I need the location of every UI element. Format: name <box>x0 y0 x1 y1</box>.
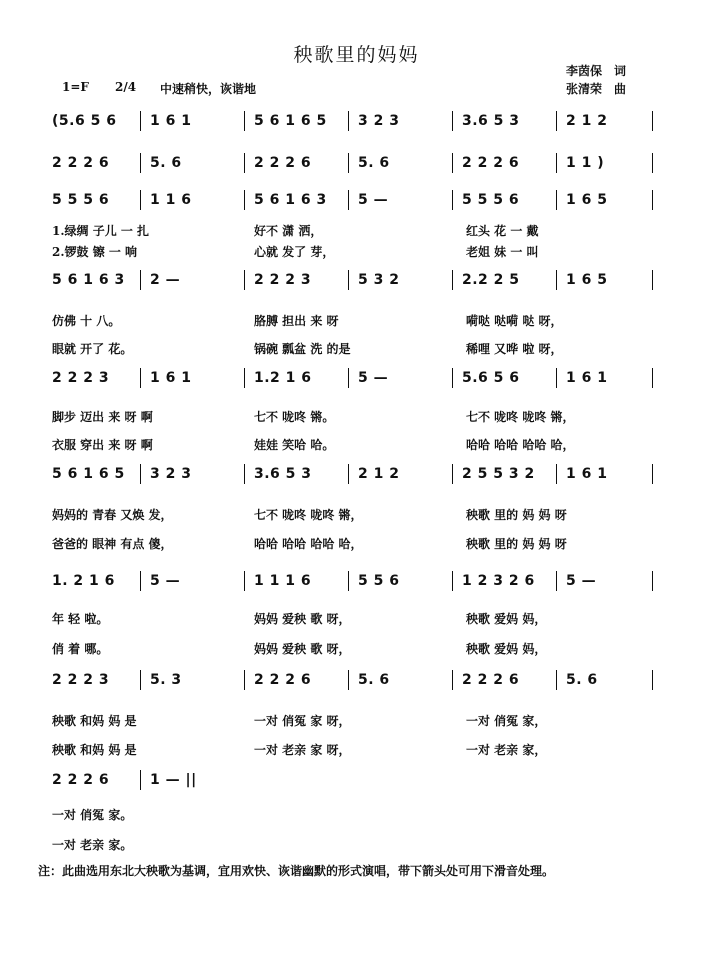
lyric-phrase: 一对 俏冤 家。 <box>52 808 133 822</box>
lyric-row <box>0 408 713 426</box>
bar-line <box>452 270 453 290</box>
measure: (5.6 5 6 <box>52 113 117 129</box>
bar-line <box>140 770 141 790</box>
lyric-phrase: 仿佛 十 八。 <box>52 314 121 328</box>
lyric-row <box>0 741 713 759</box>
measure: 2 1 2 <box>358 466 400 482</box>
measure: 1 6 1 <box>566 466 608 482</box>
key-signature: 1=F <box>62 80 89 94</box>
bar-line <box>452 111 453 131</box>
bar-line <box>652 270 653 290</box>
lyric-phrase: 脚步 迈出 来 呀 啊 <box>52 410 153 424</box>
notation-row <box>0 272 713 296</box>
lyric-phrase: 秧歌 和妈 妈 是 <box>52 743 137 757</box>
bar-line <box>244 670 245 690</box>
measure: 2 2 2 6 <box>52 772 110 788</box>
bar-line <box>140 270 141 290</box>
bar-line <box>556 270 557 290</box>
song-title: 秧歌里的妈妈 <box>293 44 420 66</box>
measure: 5 6 1 6 3 <box>52 272 125 288</box>
lyric-phrase: 妈妈 爱秧 歌 呀， <box>254 612 351 626</box>
lyric-phrase: 心就 发了 芽， <box>254 245 335 259</box>
bar-line <box>348 368 349 388</box>
bar-line <box>556 368 557 388</box>
bar-line <box>556 464 557 484</box>
measure: 5 — <box>566 573 597 589</box>
measure: 3 2 3 <box>358 113 400 129</box>
lyric-phrase: 哈哈 哈哈 哈哈 哈， <box>466 438 575 452</box>
measure: 5.6 5 6 <box>462 370 520 386</box>
measure: 1 — || <box>150 772 197 788</box>
lyric-phrase: 锅碗 瓢盆 洗 的是 <box>254 342 351 356</box>
lyric-phrase: 一对 俏冤 家 呀， <box>254 714 351 728</box>
lyric-phrase: 七不 咙咚 咙咚 锵， <box>254 508 363 522</box>
bar-line <box>652 571 653 591</box>
bar-line <box>452 153 453 173</box>
lyric-phrase: 好不 潇 洒， <box>254 224 323 238</box>
measure: 2 2 2 3 <box>52 672 110 688</box>
lyric-row <box>0 312 713 330</box>
bar-line <box>244 111 245 131</box>
lyric-phrase: 胳膊 担出 来 呀 <box>254 314 339 328</box>
bar-line <box>140 111 141 131</box>
lyric-phrase: 老姐 妹 一 叫 <box>466 245 539 259</box>
bar-line <box>140 571 141 591</box>
tempo-marking: 中速稍快，诙谐地 <box>160 82 257 96</box>
notation-row <box>0 466 713 490</box>
lyric-row <box>0 340 713 358</box>
measure: 1 1 1 6 <box>254 573 312 589</box>
measure: 1 6 5 <box>566 272 608 288</box>
notation-row <box>0 672 713 696</box>
lyric-phrase: 秧歌 里的 妈 妈 呀 <box>466 537 567 551</box>
notation-row <box>0 155 713 179</box>
measure: 5 — <box>150 573 181 589</box>
time-signature: 2/4 <box>115 80 137 94</box>
lyric-phrase: 一对 俏冤 家， <box>466 714 547 728</box>
lyric-phrase: 1.绿绸 子儿 一 扎 <box>52 224 150 238</box>
measure: 2 2 2 3 <box>52 370 110 386</box>
measure: 5. 6 <box>566 672 598 688</box>
lyric-phrase: 衣服 穿出 来 呀 啊 <box>52 438 153 452</box>
measure: 5 — <box>358 192 389 208</box>
bar-line <box>348 153 349 173</box>
bar-line <box>652 111 653 131</box>
lyric-row <box>0 712 713 730</box>
measure: 2 5 5 3 2 <box>462 466 535 482</box>
bar-line <box>348 111 349 131</box>
measure: 1 6 1 <box>150 370 192 386</box>
lyric-phrase: 秧歌 里的 妈 妈 呀 <box>466 508 567 522</box>
lyric-phrase: 秧歌 爱妈 妈， <box>466 642 547 656</box>
lyric-phrase: 妈妈 爱秧 歌 呀， <box>254 642 351 656</box>
lyric-phrase: 七不 咙咚 锵。 <box>254 410 335 424</box>
bar-line <box>348 571 349 591</box>
bar-line <box>140 153 141 173</box>
lyric-row <box>0 610 713 628</box>
measure: 5. 3 <box>150 672 182 688</box>
bar-line <box>140 464 141 484</box>
bar-line <box>244 190 245 210</box>
bar-line <box>244 571 245 591</box>
measure: 1.2 1 6 <box>254 370 312 386</box>
measure: 5 6 1 6 3 <box>254 192 327 208</box>
notation-row <box>0 113 713 137</box>
bar-line <box>556 571 557 591</box>
lyric-phrase: 哈哈 哈哈 哈哈 哈， <box>254 537 363 551</box>
measure: 1 2 3 2 6 <box>462 573 535 589</box>
bar-line <box>140 670 141 690</box>
bar-line <box>652 153 653 173</box>
lyric-phrase: 一对 老亲 家， <box>466 743 547 757</box>
bar-line <box>244 153 245 173</box>
measure: 3 2 3 <box>150 466 192 482</box>
measure: 1. 2 1 6 <box>52 573 115 589</box>
measure: 5 6 1 6 5 <box>254 113 327 129</box>
bar-line <box>452 670 453 690</box>
bar-line <box>348 670 349 690</box>
lyric-phrase: 嗬哒 哒嗬 哒 呀， <box>466 314 563 328</box>
measure: 3.6 5 3 <box>254 466 312 482</box>
bar-line <box>244 464 245 484</box>
bar-line <box>348 190 349 210</box>
measure: 2 2 2 6 <box>462 672 520 688</box>
measure: 5 3 2 <box>358 272 400 288</box>
measure: 5 5 5 6 <box>462 192 520 208</box>
lyric-phrase: 七不 咙咚 咙咚 锵， <box>466 410 575 424</box>
measure: 1 1 6 <box>150 192 192 208</box>
bar-line <box>140 368 141 388</box>
lyric-phrase: 秧歌 和妈 妈 是 <box>52 714 137 728</box>
lyric-row <box>0 222 713 240</box>
bar-line <box>556 111 557 131</box>
notation-row <box>0 772 713 796</box>
lyric-row <box>0 436 713 454</box>
bar-line <box>652 190 653 210</box>
lyric-row <box>0 243 713 261</box>
bar-line <box>452 464 453 484</box>
measure: 2 2 2 6 <box>254 672 312 688</box>
measure: 2 2 2 3 <box>254 272 312 288</box>
lyric-phrase: 一对 老亲 家 呀， <box>254 743 351 757</box>
measure: 5. 6 <box>150 155 182 171</box>
measure: 2 2 2 6 <box>52 155 110 171</box>
bar-line <box>452 190 453 210</box>
measure: 5 5 5 6 <box>52 192 110 208</box>
bar-line <box>244 368 245 388</box>
lyric-phrase: 眼就 开了 花。 <box>52 342 133 356</box>
lyric-phrase: 娃娃 笑哈 哈。 <box>254 438 335 452</box>
measure: 1 6 1 <box>566 370 608 386</box>
lyric-row <box>0 806 713 824</box>
bar-line <box>652 368 653 388</box>
bar-line <box>556 190 557 210</box>
lyric-phrase: 年 轻 啦。 <box>52 612 109 626</box>
bar-line <box>140 190 141 210</box>
notation-row <box>0 573 713 597</box>
lyric-row <box>0 640 713 658</box>
measure: 2 — <box>150 272 181 288</box>
bar-line <box>244 270 245 290</box>
bar-line <box>348 464 349 484</box>
measure: 5. 6 <box>358 155 390 171</box>
measure: 2 1 2 <box>566 113 608 129</box>
measure: 1 6 1 <box>150 113 192 129</box>
measure: 5 5 6 <box>358 573 400 589</box>
bar-line <box>452 571 453 591</box>
performance-footnote: 注：此曲选用东北大秧歌为基调，宜用欢快、诙谐幽默的形式演唱，带下箭头处可用下滑音处理。 <box>38 864 555 878</box>
lyric-row <box>0 535 713 553</box>
measure: 2 2 2 6 <box>254 155 312 171</box>
measure: 3.6 5 3 <box>462 113 520 129</box>
measure: 5. 6 <box>358 672 390 688</box>
lyric-row <box>0 836 713 854</box>
measure: 2 2 2 6 <box>462 155 520 171</box>
lyric-phrase: 妈妈的 青春 又焕 发， <box>52 508 173 522</box>
composer-credit: 张清荣 曲 <box>566 82 627 96</box>
measure: 1 1 ) <box>566 155 605 171</box>
lyric-phrase: 2.锣鼓 镲 一 响 <box>52 245 138 259</box>
lyric-row <box>0 506 713 524</box>
bar-line <box>452 368 453 388</box>
measure: 5 6 1 6 5 <box>52 466 125 482</box>
measure: 2.2 2 5 <box>462 272 520 288</box>
bar-line <box>652 464 653 484</box>
notation-row <box>0 192 713 216</box>
lyric-phrase: 稀哩 又哗 啦 呀， <box>466 342 563 356</box>
bar-line <box>652 670 653 690</box>
lyric-phrase: 爸爸的 眼神 有点 傻， <box>52 537 173 551</box>
lyric-phrase: 秧歌 爱妈 妈， <box>466 612 547 626</box>
bar-line <box>556 670 557 690</box>
lyric-phrase: 一对 老亲 家。 <box>52 838 133 852</box>
lyric-phrase: 俏 着 哪。 <box>52 642 109 656</box>
notation-row <box>0 370 713 394</box>
measure: 5 — <box>358 370 389 386</box>
lyric-phrase: 红头 花 一 戴 <box>466 224 539 238</box>
lyricist-credit: 李茵保 词 <box>566 64 627 78</box>
bar-line <box>556 153 557 173</box>
bar-line <box>348 270 349 290</box>
measure: 1 6 5 <box>566 192 608 208</box>
